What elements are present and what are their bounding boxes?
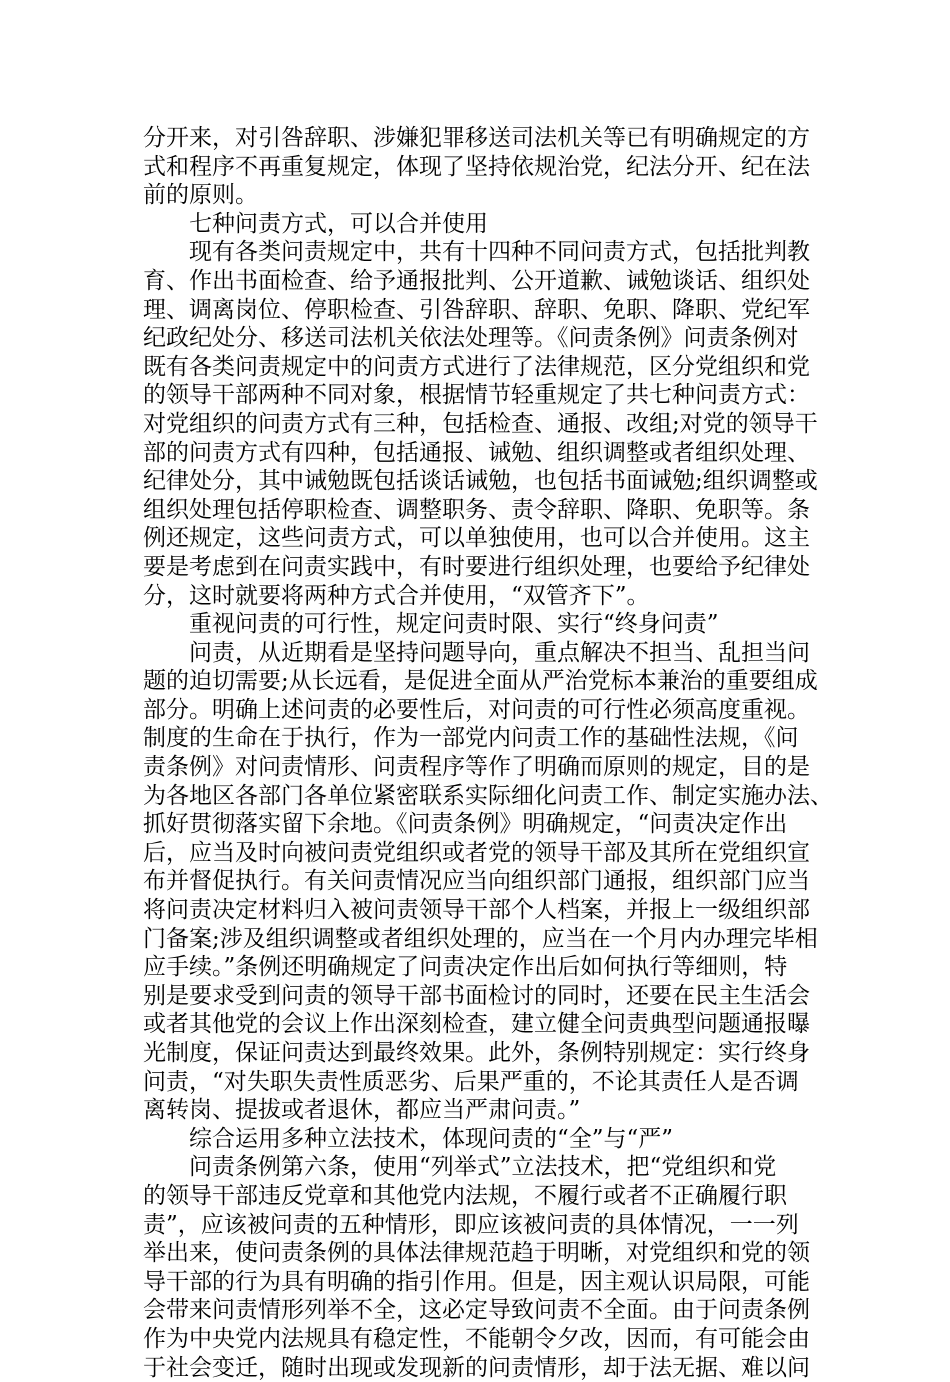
text-line: 制度的生命在于执行，作为一部党内问责工作的基础性法规，《问 — [143, 725, 799, 752]
text-line: 责条例》对问责情形、问责程序等作了明确而原则的规定，目的是 — [143, 754, 810, 781]
paragraph-first-line: 问责条例第六条，使用“列举式”立法技术，把“党组织和党 — [189, 1154, 777, 1181]
paragraph-first-line: 综合运用多种立法技术，体现问责的“全”与“严” — [189, 1125, 674, 1152]
text-line: 于社会变迁，随时出现或发现新的问责情形，却于法无据、难以问 — [143, 1354, 810, 1381]
text-line: 布并督促执行。有关问责情况应当向组织部门通报，组织部门应当 — [143, 868, 810, 895]
text-line: 会带来问责情形列举不全，这必定导致问责不全面。由于问责条例 — [143, 1297, 810, 1324]
text-line: 或者其他党的会议上作出深刻检查，建立健全问责典型问题通报曝 — [143, 1011, 810, 1038]
text-line: 题的迫切需要;从长远看，是促进全面从严治党标本兼治的重要组成 — [143, 668, 818, 695]
text-line: 部分。明确上述问责的必要性后，对问责的可行性必须高度重视。 — [143, 696, 810, 723]
text-line: 抓好贯彻落实留下余地。《问责条例》明确规定，“问责决定作出 — [143, 811, 788, 838]
text-line: 光制度，保证问责达到最终效果。此外，条例特别规定：实行终身 — [143, 1040, 810, 1066]
paragraph-first-line: 重视问责的可行性，规定问责时限、实行“终身问责” — [189, 611, 719, 638]
text-line: 例还规定，这些问责方式，可以单独使用，也可以合并使用。这主 — [143, 525, 810, 552]
text-line: 分开来，对引咎辞职、涉嫌犯罪移送司法机关等已有明确规定的方 — [143, 125, 810, 151]
text-line: 后，应当及时向被问责党组织或者党的领导干部及其所在党组织宣 — [143, 839, 810, 866]
text-line: 将问责决定材料归入被问责领导干部个人档案，并报上一级组织部 — [143, 897, 810, 924]
text-line: 纪律处分，其中诫勉既包括谈话诫勉，也包括书面诫勉;组织调整或 — [143, 468, 818, 495]
text-line: 要是考虑到在问责实践中，有时要进行组织处理，也要给予纪律处 — [143, 553, 810, 580]
text-line: 门备案;涉及组织调整或者组织处理的，应当在一个月内办理完毕相 — [143, 925, 818, 952]
text-line: 的领导干部两种不同对象，根据情节轻重规定了共七种问责方式： — [143, 382, 810, 409]
text-line: 既有各类问责规定中的问责方式进行了法律规范，区分党组织和党 — [143, 353, 810, 380]
text-line: 育、作出书面检查、给予通报批判、公开道歉、诫勉谈话、组织处 — [143, 267, 810, 294]
text-line: 的领导干部违反党章和其他党内法规，不履行或者不正确履行职 — [143, 1182, 787, 1209]
text-line: 作为中央党内法规具有稳定性，不能朝令夕改，因而，有可能会由 — [143, 1325, 810, 1352]
document-body-text — [143, 124, 833, 1382]
text-line: 组织处理包括停职检查、调整职务、责令辞职、降职、免职等。条 — [143, 496, 810, 523]
text-line: 问责，“对失职失责性质恶劣、后果严重的，不论其责任人是否调 — [143, 1068, 799, 1095]
text-line: 纪政纪处分、移送司法机关依法处理等。《问责条例》问责条例对 — [143, 325, 799, 352]
text-line: 导干部的行为具有明确的指引作用。但是，因主观认识局限，可能 — [143, 1268, 810, 1295]
text-line: 前的原则。 — [143, 182, 258, 209]
paragraph-first-line: 现有各类问责规定中，共有十四种不同问责方式，包括批判教 — [189, 239, 810, 266]
text-line: 理、调离岗位、停职检查、引咎辞职、辞职、免职、降职、党纪军 — [143, 296, 810, 323]
text-line: 对党组织的问责方式有三种，包括检查、通报、改组;对党的领导干 — [143, 410, 818, 437]
text-line: 部的问责方式有四种，包括通报、诫勉、组织调整或者组织处理、 — [143, 439, 810, 466]
text-line: 别是要求受到问责的领导干部书面检讨的同时，还要在民主生活会 — [143, 982, 810, 1009]
text-line: 应手续。”条例还明确规定了问责决定作出后如何执行等细则，特 — [143, 954, 788, 981]
paragraph-first-line: 问责，从近期看是坚持问题导向，重点解决不担当、乱担当问 — [189, 639, 810, 666]
text-line: 责”，应该被问责的五种情形，即应该被问责的具体情况，一一列 — [143, 1211, 799, 1238]
text-line: 为各地区各部门各单位紧密联系实际细化问责工作、制定实施办法、 — [143, 782, 833, 809]
paragraph-first-line: 七种问责方式，可以合并使用 — [189, 210, 488, 237]
text-line: 分，这时就要将两种方式合并使用，“双管齐下”。 — [143, 582, 650, 609]
text-line: 举出来，使问责条例的具体法律规范趋于明晰，对党组织和党的领 — [143, 1240, 810, 1267]
text-line: 式和程序不再重复规定，体现了坚持依规治党，纪法分开、纪在法 — [143, 153, 810, 180]
text-line: 离转岗、提拔或者退休，都应当严肃问责。” — [143, 1097, 581, 1124]
